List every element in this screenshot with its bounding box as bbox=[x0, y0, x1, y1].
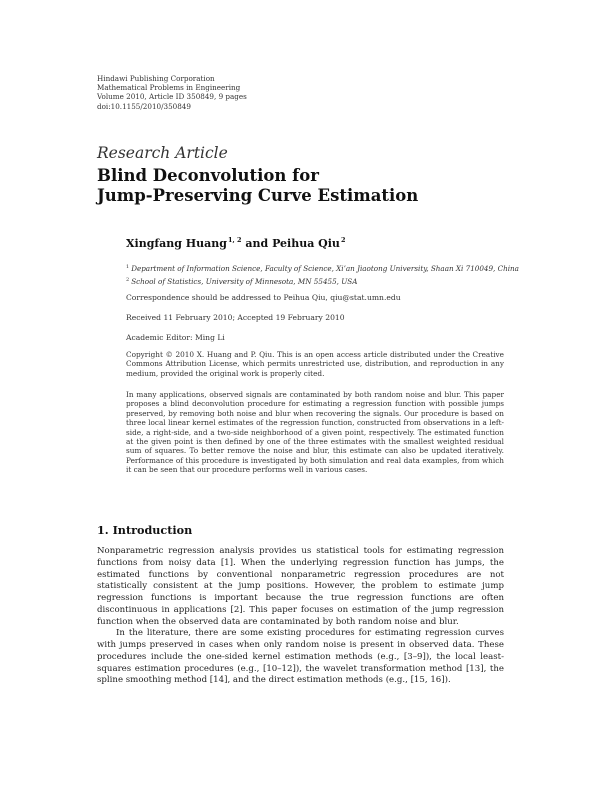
journal-name: Mathematical Problems in Engineering bbox=[97, 83, 241, 93]
copyright-notice: Copyright © 2010 X. Huang and P. Qiu. This is an open access article distributed under the Creative Commons Attribution License, which permits unrestricted use, distribution, and reproduction in any medium, provided the original work is properly cited. bbox=[126, 350, 504, 378]
correspondence: Correspondence should be addressed to Peihua Qiu, qiu@stat.umn.edu bbox=[126, 293, 401, 302]
author-list bbox=[126, 236, 345, 250]
academic-editor: Academic Editor: Ming Li bbox=[126, 333, 225, 342]
affiliations bbox=[126, 262, 519, 287]
abstract: In many applications, observed signals are contaminated by both random noise and blur. This paper proposes a blind deconvolution procedure for estimating a regression function with possible jumps preserved, by removing both noise and blur when recovering the signals. Our procedure is based on three local linear kernel estimates of the regression function, constructed from observations in a left-side, a right-side, and a two-side neighborhood of a given point, respectively. The estimated function at the given point is then defined by one of the three estimates with the smallest weighted residual sum of squares. To better remove the noise and blur, this estimate can also be updated iteratively. Performance of this procedure is investigated by both simulation and real data examples, from which it can be seen that our procedure performs well in various cases. bbox=[126, 390, 504, 475]
volume-info: Volume 2010, Article ID 350849, 9 pages bbox=[97, 92, 247, 102]
doi-line: doi:10.1155/2010/350849 bbox=[97, 101, 191, 111]
affiliation-text: Department of Information Science, Faculty of Science, Xi’an Jiaotong University, Shaan Xi 710049, China bbox=[131, 264, 519, 273]
affiliation-number: 1 bbox=[126, 264, 130, 270]
publisher-line: Hindawi Publishing Corporation bbox=[97, 74, 215, 83]
paper-title bbox=[97, 166, 418, 206]
article-type: Research Article bbox=[97, 144, 228, 162]
title-line-1: Blind Deconvolution for bbox=[97, 166, 319, 185]
affiliation-number: 2 bbox=[126, 276, 130, 283]
affiliation bbox=[126, 275, 504, 288]
author-name: Xingfang Huang bbox=[126, 237, 227, 250]
section-body bbox=[97, 546, 504, 687]
author-affiliation-mark: 2 bbox=[340, 236, 346, 244]
affiliation bbox=[126, 262, 519, 275]
title-line-2: Jump-Preserving Curve Estimation bbox=[97, 186, 419, 205]
journal-header bbox=[97, 74, 247, 111]
author-connector: and bbox=[241, 237, 273, 250]
author-name: Peihua Qiu bbox=[272, 237, 340, 250]
author-affiliation-mark: 1, 2 bbox=[228, 236, 242, 244]
section-heading: 1. Introduction bbox=[97, 523, 193, 537]
received-accepted-dates: Received 11 February 2010; Accepted 19 February 2010 bbox=[126, 313, 345, 322]
body-paragraph: In the literature, there are some existing procedures for estimating regression curves with jumps preserved in cases when only random noise is present in observed data. These procedures include the one-sided kernel estimation methods (e.g., [3–9]), the local least-squares estimation procedures (e.g., [10–12]), the wavelet transformation method [13], the spline smoothing method [14], and the direct estimation methods (e.g., [15, 16]). bbox=[97, 628, 504, 686]
affiliation-text: School of Statistics, University of Minnesota, MN 55455, USA bbox=[131, 276, 358, 286]
body-paragraph: Nonparametric regression analysis provides us statistical tools for estimating regression functions from noisy data [1]. When the underlying regression function has jumps, the estimated functions by conventional nonparametric regression procedures are not statistically consistent at the jump positions. However, the problem to estimate jump regression functions is important because the true regression functions are often discontinuous in applications [2]. This paper focuses on estimation of the jump regression function when the observed data are contaminated by both random noise and blur. bbox=[97, 546, 504, 627]
